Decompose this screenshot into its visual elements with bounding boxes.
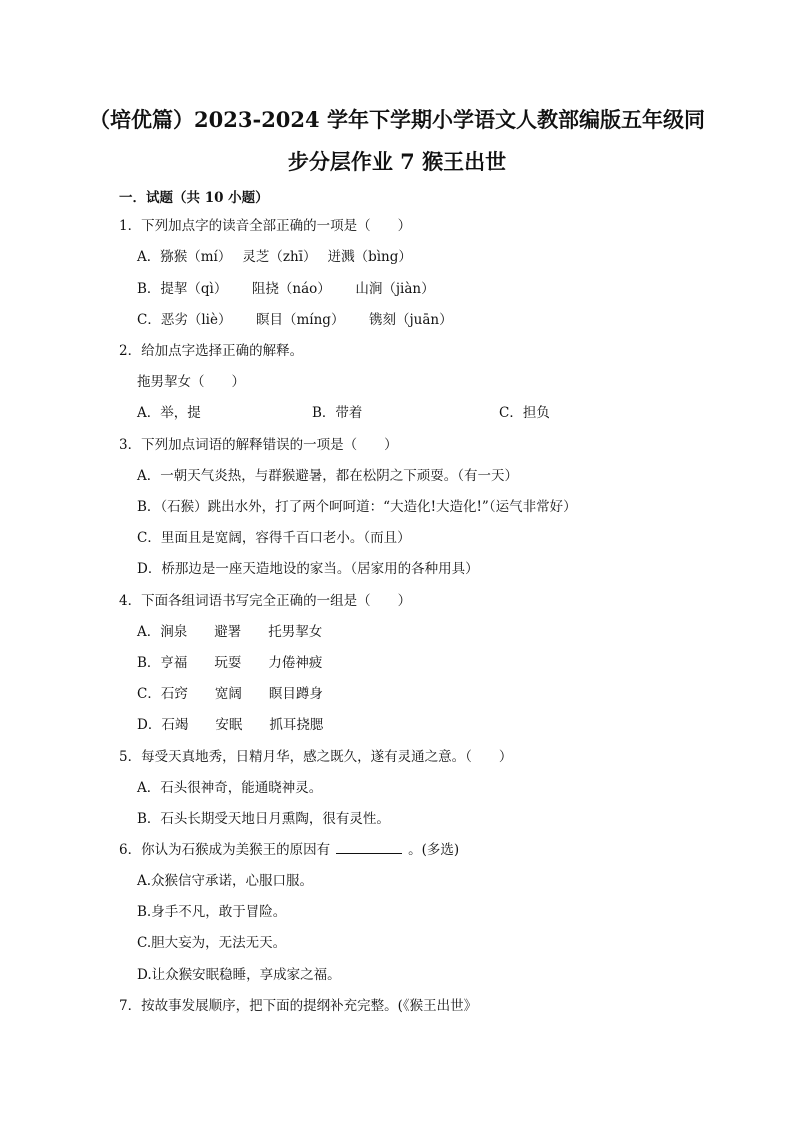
- question-6-option-a: A.众猴信守承诺，心服口服。: [137, 873, 314, 889]
- question-5-option-a: A．石头很神奇，能通晓神灵。: [137, 780, 323, 796]
- section-heading: 一．试题（共 10 小题）: [119, 190, 269, 206]
- question-6-option-b: B.身手不凡，敢于冒险。: [137, 904, 287, 920]
- answer-blank[interactable]: [336, 841, 402, 854]
- document-title-line-2: 步分层作业 7 猴王出世: [287, 149, 507, 174]
- question-2-stem: 2．给加点字选择正确的解释。: [119, 343, 304, 359]
- document-title-line-1: （培优篇）2023-2024 学年下学期小学语文人教部编版五年级同: [89, 107, 705, 132]
- question-1-option-a: A．猕猴（mí） 灵芝（zhī） 迸溅（bìng）: [137, 249, 412, 265]
- question-2-option-c: C．担负: [499, 405, 550, 421]
- question-3-option-c: C．里面且是宽阔，容得千百口老小。（而且）: [137, 530, 411, 546]
- question-6-stem-after: 。(多选): [408, 842, 460, 858]
- question-3-option-a: A．一朝天气炎热，与群猴避暑，都在松阴之下顽耍。（有一天）: [137, 468, 518, 484]
- question-6-option-c: C.胆大妄为，无法无天。: [137, 935, 287, 951]
- question-5-stem: 5．每受天真地秀，日精月华，感之既久，遂有灵通之意。（ ）: [119, 749, 513, 765]
- question-3-option-b: B．（石猴）跳出水外，打了两个呵呵道：“大造化!大造化!”（运气非常好）: [137, 499, 577, 515]
- question-4-option-c: C．石窍 宽阔 瞑目蹲身: [137, 686, 323, 702]
- question-2-option-a: A．举，提: [137, 405, 201, 421]
- question-6-option-d: D.让众猴安眠稳睡，享成家之福。: [137, 967, 341, 983]
- question-2-option-b: B．带着: [312, 405, 363, 421]
- question-4-option-d: D．石竭 安眠 抓耳挠腮: [137, 717, 324, 733]
- question-4-stem: 4．下面各组词语书写完全正确的一组是（ ）: [119, 593, 412, 609]
- question-4-option-b: B．亨福 玩耍 力倦神疲: [137, 655, 323, 671]
- question-6-stem-before: 6．你认为石猴成为美猴王的原因有: [119, 842, 331, 858]
- question-7-stem: 7．按故事发展顺序，把下面的提纲补充完整。(《猴王出世》: [119, 998, 478, 1014]
- question-6-stem: [119, 841, 459, 859]
- question-1-option-c: C．恶劣（liè） 瞑目（míng） 镌刻（juān）: [137, 312, 453, 328]
- question-1-stem: 1．下列加点字的读音全部正确的一项是（ ）: [119, 218, 412, 234]
- question-5-option-b: B．石头长期受天地日月熏陶，很有灵性。: [137, 811, 390, 827]
- question-1-option-b: B．提挈（qì） 阻挠（náo） 山涧（jiàn）: [137, 281, 435, 297]
- question-4-option-a: A．涧泉 避署 托男挈女: [137, 624, 323, 640]
- question-3-stem: 3．下列加点词语的解释错误的一项是（ ）: [119, 437, 398, 453]
- question-2-phrase: 拖男挈女（ ）: [137, 374, 245, 390]
- question-3-option-d: D．桥那边是一座天造地设的家当。（居家用的各种用具）: [137, 561, 479, 577]
